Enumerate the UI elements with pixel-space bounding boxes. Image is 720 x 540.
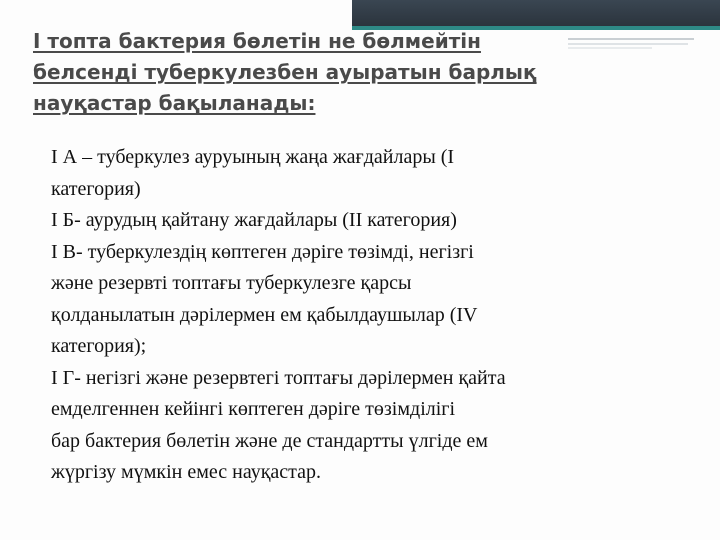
list-item-line: I А – туберкулез ауруының жаңа жағдайлары (I: [51, 146, 455, 168]
list-item-line: категория);: [51, 335, 147, 357]
list-item: [51, 237, 701, 363]
list-item-line: I В- туберкулездің көптеген дәріге төзімді, негізгі: [51, 240, 474, 263]
title-line: белсенді туберкулезбен ауыратын барлық: [33, 60, 537, 84]
list-item-line: бар бактерия бөлетін және де стандартты үлгіде ем: [51, 429, 488, 452]
list-item: [51, 205, 701, 237]
list-item: [51, 363, 701, 489]
list-item-line: емделгеннен кейінгі көптеген дәріге төзімділігі: [51, 398, 456, 420]
list-item-line: жүргізу мүмкін емес науқастар.: [51, 461, 322, 483]
list-item-line: категория): [51, 177, 141, 200]
list-item-line: I Г- негізгі және резервтегі топтағы дәрілермен қайта: [51, 366, 506, 389]
slide-title: [33, 26, 633, 119]
list-item-line: қолданылатын дәрілермен ем қабылдаушылар (IV: [51, 303, 478, 326]
title-line: науқастар бақыланады:: [33, 91, 316, 115]
list-item-line: I Б- аурудың қайтану жағдайлары (II категория): [51, 209, 457, 231]
title-line: I топта бактерия бөлетін не бөлмейтін: [33, 29, 481, 53]
list-item: [51, 142, 701, 205]
category-list: [51, 142, 701, 489]
header-bar: [352, 0, 720, 26]
list-item-line: және резервті топтағы туберкулезге қарсы: [51, 272, 412, 294]
